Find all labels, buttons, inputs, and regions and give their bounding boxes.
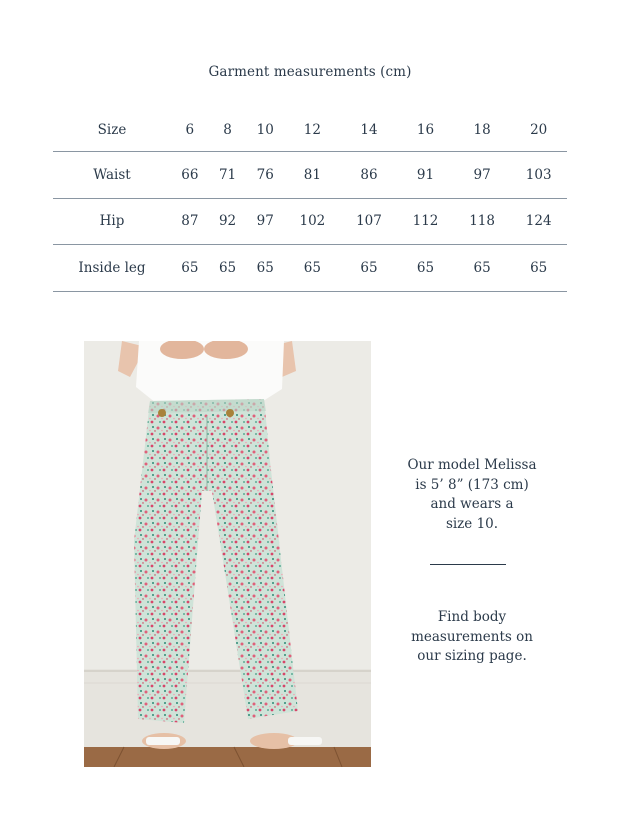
table-cell: 112 <box>397 198 454 245</box>
table-row-waist <box>53 152 567 199</box>
table-cell: 66 <box>171 152 209 199</box>
row-label: Hip <box>53 198 171 245</box>
table-cell: 91 <box>397 152 454 199</box>
page-title: Garment measurements (cm) <box>208 64 412 80</box>
table-cell: 107 <box>341 198 398 245</box>
table-cell: 102 <box>284 198 341 245</box>
size-col-header: 16 <box>397 108 454 152</box>
table-cell: 97 <box>454 152 511 199</box>
size-col-header: 14 <box>341 108 398 152</box>
table-cell: 103 <box>510 152 567 199</box>
table-cell: 65 <box>341 245 398 292</box>
table-cell: 65 <box>510 245 567 292</box>
table-cell: 92 <box>209 198 247 245</box>
table-cell: 65 <box>171 245 209 292</box>
size-header: Size <box>53 108 171 152</box>
size-col-header: 18 <box>454 108 511 152</box>
table-cell: 124 <box>510 198 567 245</box>
table-cell: 65 <box>209 245 247 292</box>
row-label: Waist <box>53 152 171 199</box>
table-cell: 97 <box>246 198 284 245</box>
sizing-note-line: measurements on <box>411 628 533 645</box>
table-cell: 65 <box>246 245 284 292</box>
measurements-table <box>53 108 567 292</box>
table-cell: 65 <box>454 245 511 292</box>
model-note-line: size 10. <box>445 515 499 532</box>
table-header-row <box>53 108 567 152</box>
size-col-header: 8 <box>209 108 247 152</box>
model-note-line: and wears a <box>430 496 514 512</box>
size-col-header: 6 <box>171 108 209 152</box>
size-col-header: 20 <box>510 108 567 152</box>
sizing-note <box>392 608 552 667</box>
size-col-header: 10 <box>246 108 284 152</box>
table-cell: 76 <box>246 152 284 199</box>
table-row-inside-leg <box>53 245 567 292</box>
model-note-line: is 5’ 8” (173 cm) <box>415 476 529 493</box>
sizing-note-line: our sizing page. <box>417 648 527 664</box>
row-label: Inside leg <box>53 245 171 292</box>
table-cell: 87 <box>171 198 209 245</box>
table-cell: 65 <box>284 245 341 292</box>
table-cell: 86 <box>341 152 398 199</box>
model-photo <box>84 341 371 767</box>
table-cell: 118 <box>454 198 511 245</box>
table-cell: 65 <box>397 245 454 292</box>
divider <box>430 564 506 565</box>
table-cell: 81 <box>284 152 341 199</box>
model-note-line: Our model Melissa <box>407 457 537 473</box>
table-cell: 71 <box>209 152 247 199</box>
table-row-hip <box>53 198 567 245</box>
size-col-header: 12 <box>284 108 341 152</box>
sizing-note-line: Find body <box>437 609 507 625</box>
model-note <box>392 456 552 534</box>
